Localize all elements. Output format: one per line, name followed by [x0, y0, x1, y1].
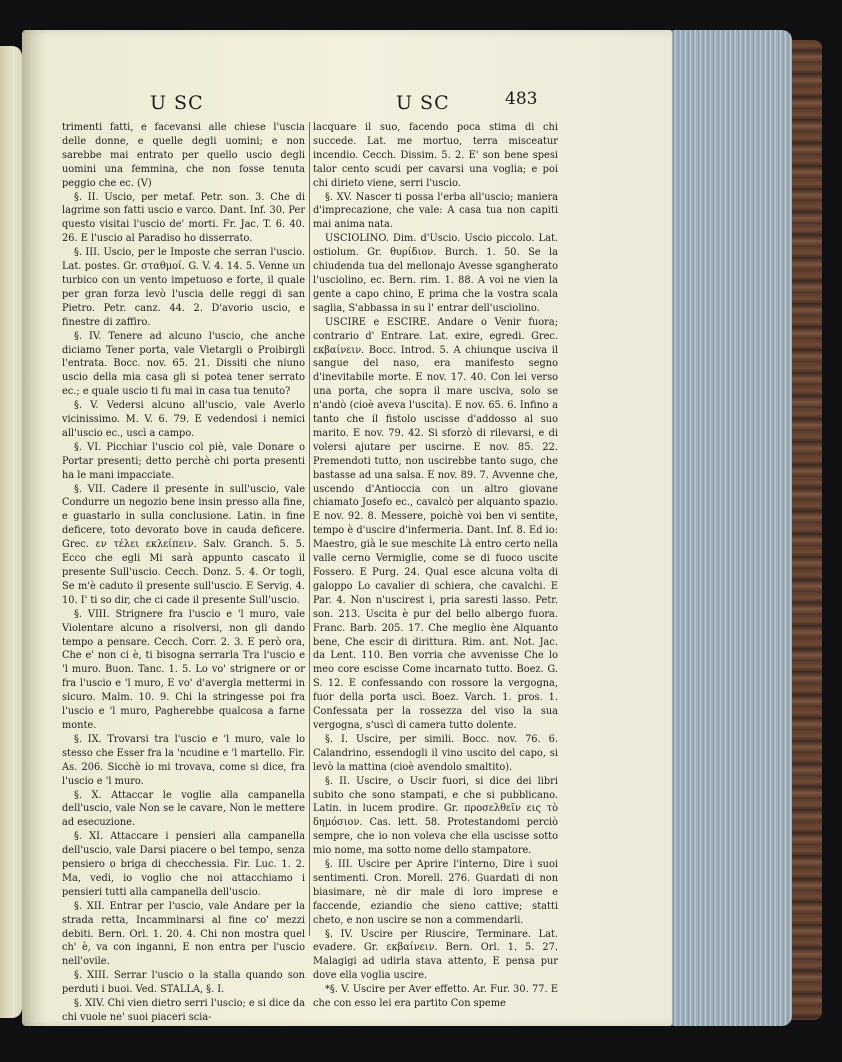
- entry-paragraph: trimenti fatti, e facevansi alle chiese l'uscia delle donne, e quelle degli uomini; e non sarebbe mai entrato per quello uscio degli uomini una femmina, che non fosse tenuta peggio che ec. (V): [62, 122, 305, 189]
- entry-paragraph: §. II. Uscire, o Uscir fuori, si dice dei libri subito che sono stampati, e che si pubblicano. Latin. in lucem prodire. Gr. προσελθεῖν εις τὸ δημόσιον. Cas. lett. 58. Protestandomi perciò sempre, che io non voleva che ella uscisse sotto mio nome, ma sotto nome dello stampatore.: [313, 775, 558, 857]
- right-running-header: U SC: [396, 92, 450, 114]
- entry-paragraph: §. I. Uscire, per simili. Bocc. nov. 76. 6. Calandrino, essendogli il vino uscito del capo, si levò la mattina (cioè avendolo smaltito).: [313, 733, 558, 773]
- entry-paragraph: §. VIII. Strignere fra l'uscio e 'l muro, vale Violentare alcuno a risolversi, non gli dando tempo a pensare. Cecch. Corr. 2. 3. E però ora, Che e' non ci è, ti bisogna serrarla Tra l'uscio e 'l muro. Buon. Tanc. 1. 5. Lo vo' strignere or or fra l'uscio e 'l muro, E vo' d'avergla mettermi in sicuro. Malm. 10. 9. Chi la stringesse poi fra l'uscio e 'l muro, Pagherebbe qualcosa a farne monte.: [62, 608, 305, 731]
- entry-paragraph: USCIOLINO. Dim. d'Uscio. Uscio piccolo. Lat. ostiolum. Gr. θυρίδιον. Burch. 1. 50. Se la chiudenda tua del mellonajo Avesse sgangherato l'usciolino, ec. Bern. rim. 1. 88. A voi ne vien la gente a capo chino, E prima che la vostra scala saglia, S'abbassa in su l' entrar dell'usciolino.: [313, 233, 558, 314]
- entry-paragraph: §. XIII. Serrar l'uscio o la stalla quando son perduti i buoi. Ved. STALLA, §. I.: [62, 970, 305, 996]
- entry-paragraph: §. IV. Tenere ad alcuno l'uscio, che anche diciamo Tener porta, vale Vietargli o Proibirgli l'entrata. Bocc. nov. 65. 21. Dissiti che niuno uscio della mia casa gli si potea tener serrato ec.; e quale uscio ti fu mai in casa tua tenuto?: [62, 330, 305, 398]
- entry-paragraph: §. XIV. Chi vien dietro serri l'uscio; e si dice da chi vuole ne' suoi piaceri scia-: [62, 998, 305, 1023]
- column-divider: [309, 122, 310, 936]
- entry-paragraph: USCIRE e ESCIRE. Andare o Venir fuora; contrario d' Entrare. Lat. exire, egredi. Grec. εκβαίνειν. Bocc. Introd. 5. A chiunque usciva il sangue del naso, era manifesto segno d'inevitabile morte. E nov. 17. 40. Con lei verso una porta, che sopra il mare usciva, solo se n'andò (cioè aveva l'uscita). E nov. 65. 6. Infino a tanto che il fistolo uscisse d'addosso al suo marito. E nov. 79. 42. Si sforzò di rilevarsi, e di volersi ajutare per uscirne. E nov. 85. 22. Premendoti tutto, non uscirebbe tanto sugo, che bastasse ad una salsa. E nov. 89. 7. Avvenne che, uscendo d'Antioccia con un altro giovane chiamato Josefo ec., cavalcò per alquanto spazio. E nov. 92. 8. Messere, poichè voi ben vi sentite, tempo è d'uscire d'infermeria. Dant. Inf. 8. Ed io: Maestro, già le sue meschite Là entro certo nella valle cerno Vermiglie, come se di fuoco uscite Fossero. E Purg. 24. Qual esce alcuna volta di galoppo Lo cavalier di schiera, che cavalchi. E Par. 4. Non n'uscirest i, pria saresti lasso. Petr. son. 213. Uscita è pur del bello albergo fuora. Franc. Barb. 205. 17. Che meglio ène Alquanto bene, Che escir di dirittura. Rim. ant. Not. Jac. da Lent. 110. Ben vorria che avvenisse Che lo meo core escisse Come incarnato tutto. Boez. G. S. 12. E confessando con rossore la vergogna, fuor della porta uscì. Boez. Varch. 1. pros. 1. Confessata per la rossezza del viso la sua vergogna, s'uscì di camera tutto dolente.: [313, 316, 558, 731]
- left-running-header: U SC: [150, 92, 204, 114]
- right-text-column: [313, 121, 558, 1011]
- entry-paragraph: *§. V. Uscire per Aver effetto. Ar. Fur. 30. 77. E che con esso lei era partito Con speme: [313, 984, 558, 1010]
- entry-paragraph: §. X. Attaccar le voglie alla campanella dell'uscio, vale Non se le cavare, Non le mettere ad esecuzione.: [62, 789, 305, 829]
- entry-paragraph: §. IX. Trovarsi tra l'uscio e 'l muro, vale lo stesso che Esser fra la 'ncudine e 'l martello. Fir. As. 206. Sicchè io mi trovava, come si dice, fra l'uscio e 'l muro.: [62, 733, 305, 787]
- entry-paragraph: lacquare il suo, facendo poca stima di chi succede. Lat. me mortuo, terra misceatur incendio. Cecch. Dissim. 5. 2. E' son bene spesi talor cento scudi per cavarsi una voglia; e poi chi dirieto viene, serri l'uscio.: [313, 122, 558, 189]
- left-page-edge: [0, 46, 22, 1018]
- page-number: 483: [505, 89, 538, 109]
- entry-paragraph: §. VI. Picchiar l'uscio col piè, vale Donare o Portar presenti; detto perchè chi porta presenti ha le mani impacciate.: [62, 441, 305, 481]
- entry-paragraph: §. XI. Attaccare i pensieri alla campanella dell'uscio, vale Darsi piacere o bel tempo, senza pensiero o briga di checchessia. Fir. Luc. 1. 2. Ma, vedi, io voglio che noi attacchiamo i pensieri tutti alla campanella dell'uscio.: [62, 831, 305, 898]
- entry-paragraph: §. XII. Entrar per l'uscio, vale Andare per la strada retta, Incamminarsi al fine co' mezzi debiti. Bern. Orl. 1. 20. 4. Chi non mostra quel ch' è, va con inganni, E non entra per l'uscio nell'ovile.: [62, 900, 305, 968]
- entry-paragraph: §. XV. Nascer ti possa l'erba all'uscio; maniera d'imprecazione, che vale: A casa tua non capiti mai anima nata.: [313, 191, 558, 231]
- entry-paragraph: §. V. Vedersi alcuno all'uscio, vale Averlo vicinissimo. M. V. 6. 79. E vedendosi i nemici all'uscio ec., uscì a campo.: [62, 400, 305, 439]
- entry-paragraph: §. III. Uscire per Aprire l'interno, Dire i suoi sentimenti. Cron. Morell. 276. Guardati di non biasimare, nè dir male di loro imprese e faccende, eziandio che sieno cattive; statti cheto, e non uscire se non a commendarli.: [313, 859, 558, 926]
- entry-paragraph: §. VII. Cadere il presente in sull'uscio, vale Condurre un negozio bene insin presso alla fine, e guastarlo in sulla conclusione. Latin. in fine deficere, toto devorato bove in cauda deficere. Grec. εν τέλει εκλείπειν. Salv. Granch. 5. 5. Ecco che egli Mi sarà appunto cascato il presente Sull'uscio. Cecch. Donz. 5. 4. Or togli, Se m'è caduto il presente sull'uscio. E Servig. 4. 10. I' ti so dir, che ci cade il presente Sull'uscio.: [62, 483, 305, 606]
- entry-paragraph: §. II. Uscio, per metaf. Petr. son. 3. Che di lagrime son fatti uscio e varco. Dant. Inf. 30. Per questo visitai l'uscio de' morti. Fr. Jac. T. 6. 40. 26. E l'uscio al Paradiso ho disserrato.: [62, 191, 305, 245]
- page-edges-stack: [672, 30, 792, 1026]
- entry-paragraph: §. III. Uscio, per le Imposte che serran l'uscio. Lat. postes. Gr. σταθμοί. G. V. 4. 14. 5. Venne un turbico con un vento impetuoso e forte, il quale per gran forza levò l'uscia delle reggi di san Pietro. Petr. canz. 44. 2. D'avorio uscio, e finestre di zaffiro.: [62, 247, 305, 328]
- entry-paragraph: §. IV. Uscire per Riuscire, Terminare. Lat. evadere. Gr. εκβαίνειν. Bern. Orl. 1. 5. 27. Malagigi ad udirla stava attento, E pensa pur dove ella voglia uscire.: [313, 928, 558, 982]
- left-text-column: [62, 121, 305, 1025]
